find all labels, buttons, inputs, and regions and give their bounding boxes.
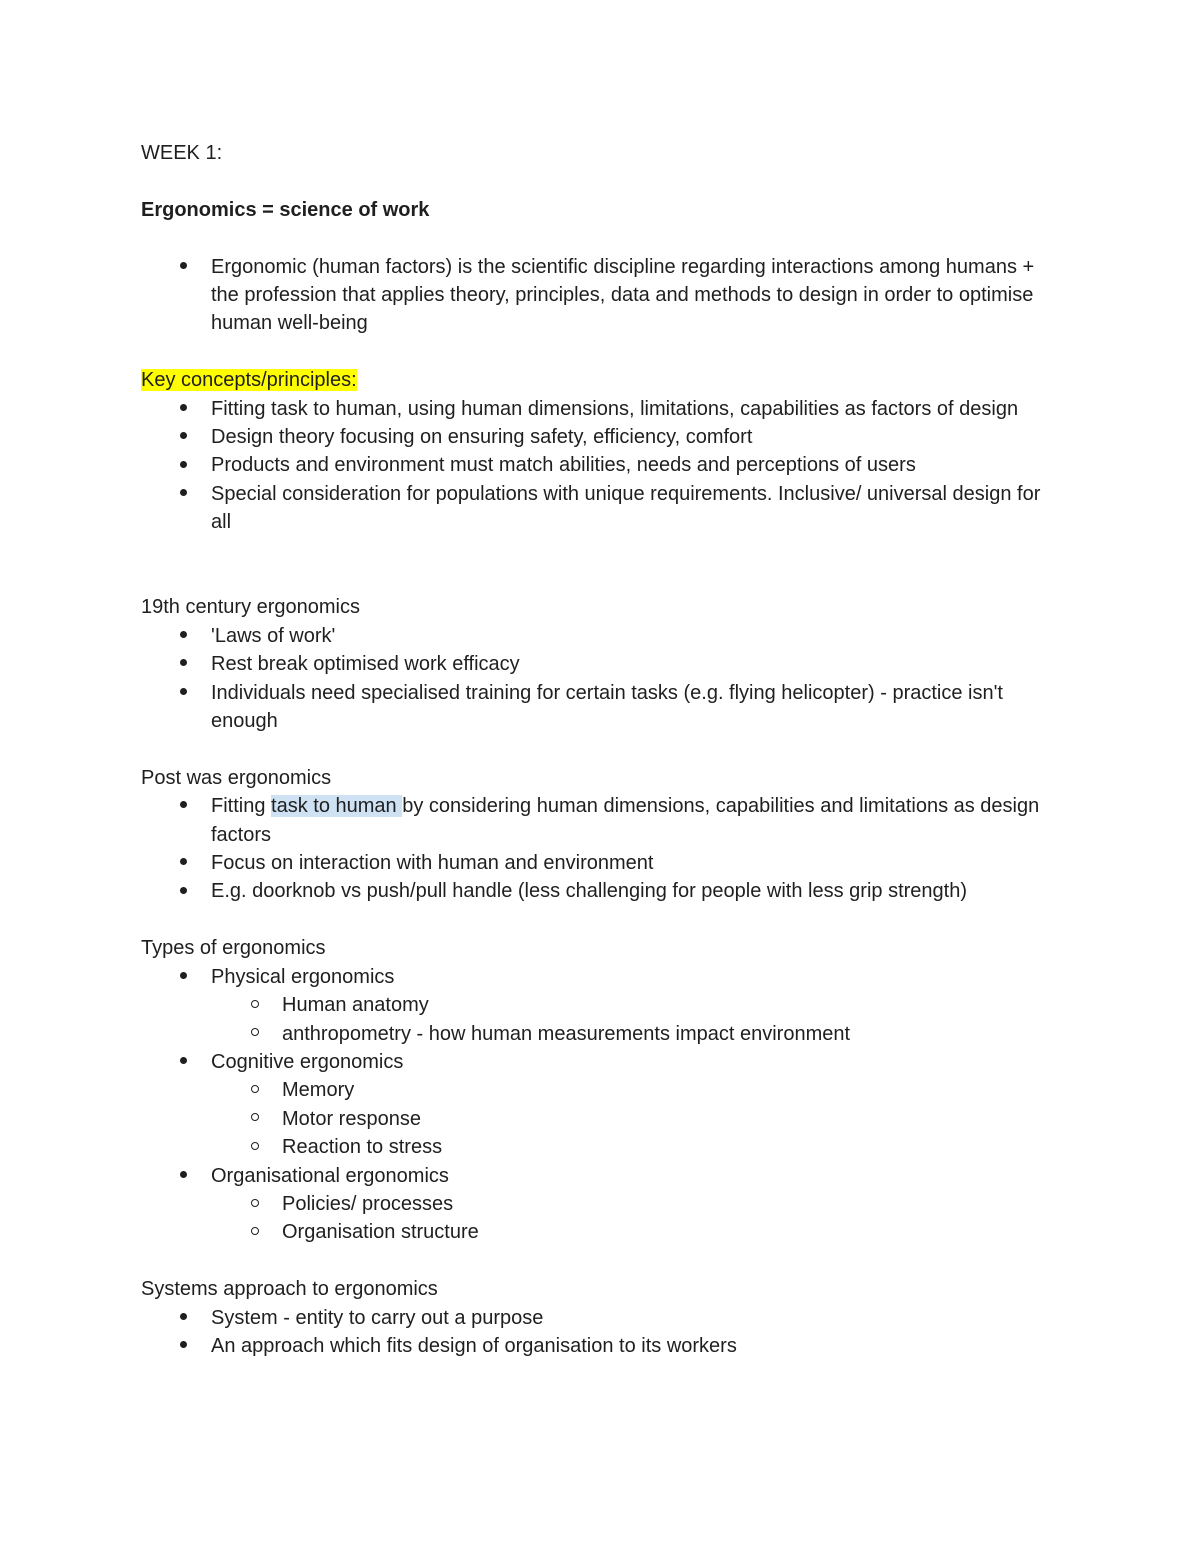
hollow-bullet-icon [245, 1105, 265, 1133]
postwar-list [141, 792, 1046, 906]
hollow-bullet-icon [245, 1076, 265, 1104]
sub-list-item: Reaction to stress [141, 1133, 1046, 1161]
types-list [141, 963, 1046, 1247]
hollow-bullet-icon [245, 1218, 265, 1246]
bullet-icon [173, 849, 193, 877]
list-item: Focus on interaction with human and environment [141, 849, 1046, 877]
list-item: 'Laws of work' [141, 622, 1046, 650]
ergonomics-title: Ergonomics = science of work [141, 198, 430, 221]
c19-list [141, 622, 1046, 736]
hollow-bullet-icon [245, 1133, 265, 1161]
list-item: Rest break optimised work efficacy [141, 650, 1046, 678]
selected-text[interactable]: task to human [271, 795, 403, 818]
list-item: Products and environment must match abilities, needs and perceptions of users [141, 451, 1046, 479]
key-concepts-heading [141, 366, 1046, 394]
list-item: Organisational ergonomics [141, 1162, 1046, 1190]
bullet-icon [173, 395, 193, 423]
list-item: Fitting task to human, using human dimensions, limitations, capabilities as factors of design [141, 395, 1046, 423]
sub-list-item: Policies/ processes [141, 1190, 1046, 1218]
sub-list-item: anthropometry - how human measurements impact environment [141, 1020, 1046, 1048]
sub-list-item: Memory [141, 1076, 1046, 1104]
bullet-icon [173, 480, 193, 508]
list-item: An approach which fits design of organisation to its workers [141, 1332, 1046, 1360]
list-item: Design theory focusing on ensuring safety, efficiency, comfort [141, 423, 1046, 451]
list-item: Individuals need specialised training for certain tasks (e.g. flying helicopter) - practice isn't enough [141, 679, 1046, 736]
key-concepts-list [141, 395, 1046, 537]
bullet-icon [173, 1048, 193, 1076]
c19-heading: 19th century ergonomics [141, 596, 361, 619]
list-item: Cognitive ergonomics [141, 1048, 1046, 1076]
sub-list-item: Human anatomy [141, 991, 1046, 1019]
bullet-icon [173, 679, 193, 707]
bullet-icon [173, 877, 193, 905]
hollow-bullet-icon [245, 1020, 265, 1048]
bullet-icon [173, 1304, 193, 1332]
list-item: Special consideration for populations with unique requirements. Inclusive/ universal design for all [141, 480, 1046, 537]
bullet-icon [173, 253, 193, 281]
bullet-icon [173, 1162, 193, 1190]
sub-list-item: Organisation structure [141, 1218, 1046, 1246]
document-page [141, 139, 1046, 1360]
ergonomics-list [141, 253, 1046, 338]
systems-heading: Systems approach to ergonomics [141, 1278, 438, 1301]
week-heading: WEEK 1: [141, 142, 223, 164]
highlighted-text: Key concepts/principles: [141, 369, 357, 392]
bullet-icon [173, 1332, 193, 1360]
bullet-icon [173, 963, 193, 991]
list-item: Fitting task to human by considering human dimensions, capabilities and limitations as design factors [141, 792, 1046, 849]
bullet-icon [173, 792, 193, 820]
systems-list [141, 1304, 1046, 1361]
hollow-bullet-icon [245, 1190, 265, 1218]
postwar-heading: Post was ergonomics [141, 766, 332, 789]
hollow-bullet-icon [245, 991, 265, 1019]
types-heading: Types of ergonomics [141, 937, 326, 960]
bullet-icon [173, 622, 193, 650]
list-item: Physical ergonomics [141, 963, 1046, 991]
list-item: System - entity to carry out a purpose [141, 1304, 1046, 1332]
bullet-icon [173, 650, 193, 678]
sub-list-item: Motor response [141, 1105, 1046, 1133]
bullet-icon [173, 451, 193, 479]
list-item: E.g. doorknob vs push/pull handle (less challenging for people with less grip strength) [141, 877, 1046, 905]
bullet-icon [173, 423, 193, 451]
list-item: Ergonomic (human factors) is the scientific discipline regarding interactions among humans + the profession that applies theory, principles, data and methods to design in order to optimise human well-being [141, 253, 1046, 338]
